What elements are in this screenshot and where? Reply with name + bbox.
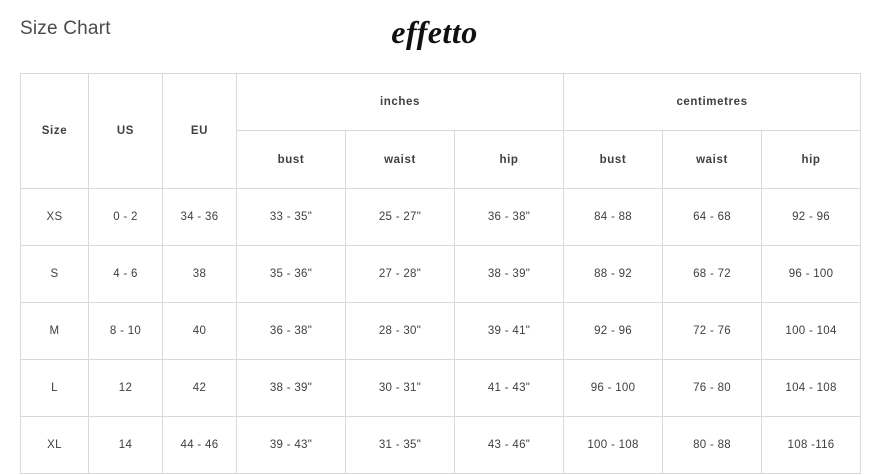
- cell-inches-bust: 36 - 38": [237, 303, 346, 360]
- column-header-cm-hip: hip: [762, 131, 861, 189]
- cell-cm-waist: 72 - 76: [663, 303, 762, 360]
- cell-cm-bust: 84 - 88: [564, 189, 663, 246]
- cell-inches-waist: 25 - 27": [346, 189, 455, 246]
- table-row: [21, 189, 861, 246]
- column-header-cm-waist: waist: [663, 131, 762, 189]
- cell-us: 8 - 10: [89, 303, 163, 360]
- cell-cm-waist: 68 - 72: [663, 246, 762, 303]
- cell-cm-waist: 80 - 88: [663, 417, 762, 474]
- cell-size: L: [21, 360, 89, 417]
- cell-inches-waist: 31 - 35": [346, 417, 455, 474]
- table-row: [21, 246, 861, 303]
- cell-inches-hip: 43 - 46": [455, 417, 564, 474]
- cell-inches-bust: 39 - 43": [237, 417, 346, 474]
- cell-cm-waist: 76 - 80: [663, 360, 762, 417]
- cell-inches-bust: 35 - 36": [237, 246, 346, 303]
- column-header-inches-hip: hip: [455, 131, 564, 189]
- size-chart-table: [20, 73, 861, 474]
- cell-inches-hip: 38 - 39": [455, 246, 564, 303]
- column-header-size: Size: [21, 74, 89, 189]
- cell-cm-bust: 92 - 96: [564, 303, 663, 360]
- cell-cm-bust: 96 - 100: [564, 360, 663, 417]
- table-body: [21, 189, 861, 474]
- cell-eu: 42: [163, 360, 237, 417]
- cell-cm-bust: 88 - 92: [564, 246, 663, 303]
- cell-eu: 34 - 36: [163, 189, 237, 246]
- cell-inches-hip: 36 - 38": [455, 189, 564, 246]
- cell-inches-waist: 30 - 31": [346, 360, 455, 417]
- column-header-cm-bust: bust: [564, 131, 663, 189]
- cell-us: 0 - 2: [89, 189, 163, 246]
- column-header-inches-waist: waist: [346, 131, 455, 189]
- column-header-us: US: [89, 74, 163, 189]
- column-header-eu: EU: [163, 74, 237, 189]
- cell-cm-hip: 92 - 96: [762, 189, 861, 246]
- cell-size: XL: [21, 417, 89, 474]
- cell-inches-bust: 38 - 39": [237, 360, 346, 417]
- cell-inches-hip: 41 - 43": [455, 360, 564, 417]
- size-chart-table-container: [20, 73, 849, 474]
- cell-cm-hip: 104 - 108: [762, 360, 861, 417]
- cell-inches-waist: 28 - 30": [346, 303, 455, 360]
- cell-cm-hip: 96 - 100: [762, 246, 861, 303]
- column-header-inches-bust: bust: [237, 131, 346, 189]
- cell-cm-waist: 64 - 68: [663, 189, 762, 246]
- cell-size: S: [21, 246, 89, 303]
- cell-eu: 40: [163, 303, 237, 360]
- cell-size: M: [21, 303, 89, 360]
- cell-us: 14: [89, 417, 163, 474]
- page-title: Size Chart: [20, 18, 111, 39]
- table-row: [21, 360, 861, 417]
- cell-us: 4 - 6: [89, 246, 163, 303]
- table-row: [21, 417, 861, 474]
- cell-inches-waist: 27 - 28": [346, 246, 455, 303]
- cell-eu: 44 - 46: [163, 417, 237, 474]
- cell-inches-hip: 39 - 41": [455, 303, 564, 360]
- cell-inches-bust: 33 - 35": [237, 189, 346, 246]
- cell-cm-bust: 100 - 108: [564, 417, 663, 474]
- cell-us: 12: [89, 360, 163, 417]
- cell-cm-hip: 108 -116: [762, 417, 861, 474]
- column-group-header-centimetres: centimetres: [564, 74, 861, 131]
- brand-logo: effetto: [391, 14, 478, 50]
- cell-eu: 38: [163, 246, 237, 303]
- table-header: [21, 74, 861, 189]
- table-row: [21, 303, 861, 360]
- table-header-row-top: [21, 74, 861, 131]
- cell-cm-hip: 100 - 104: [762, 303, 861, 360]
- cell-size: XS: [21, 189, 89, 246]
- column-group-header-inches: inches: [237, 74, 564, 131]
